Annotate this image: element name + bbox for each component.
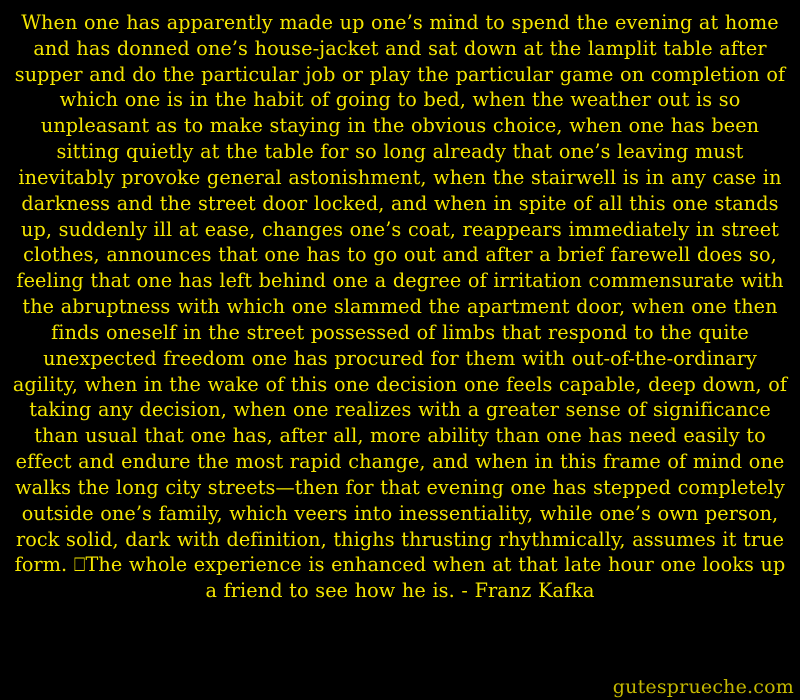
quote-body: When one has apparently made up one’s mind to spend the evening at home and has donned one’s house-jacket and sat down at the lamplit table after supper and do the particular job or play the particular game on completion of which one is in the habit of going to bed, when the weather out is so unpleasant as to make staying in the obvious choice, when one has been sitting quietly at the table for so long already that one’s leaving must inevitably provoke general astonishment, when the stairwell is in any case in darkness and the street door locked, and when in spite of all this one stands up, suddenly ill at ease, changes one’s coat, reappears immediately in street clothes, announces that one has to go out and after a brief farewell does so, feeling that one has left behind one a degree of irritation commensurate with the abruptness with which one slammed the apartment door, when one then finds oneself in the street possessed of limbs that respond to the quite unexpected freedom one has procured for them with out-of-the-ordinary agility, when in the wake of this one decision one feels capable, deep down, of taking any decision, when one realizes with a greater sense of significance than usual that one has, after all, more ability than one has need easily to effect and endure the most rapid change, and when in this frame of mind one walks the long city streets—then for that evening one has stepped completely outside one’s family, which veers into inessentiality, while one’s own person, rock solid, dark with definition, thighs thrusting rhythmically, assumes it true form. ⎕The whole experience is enhanced when at that late hour one looks up a friend to see how he is. - bbox=[12, 11, 788, 603]
quote-text bbox=[6, 10, 794, 604]
watermark-label: gutesprueche.com bbox=[612, 676, 794, 698]
quote-author: Franz Kafka bbox=[474, 579, 595, 603]
